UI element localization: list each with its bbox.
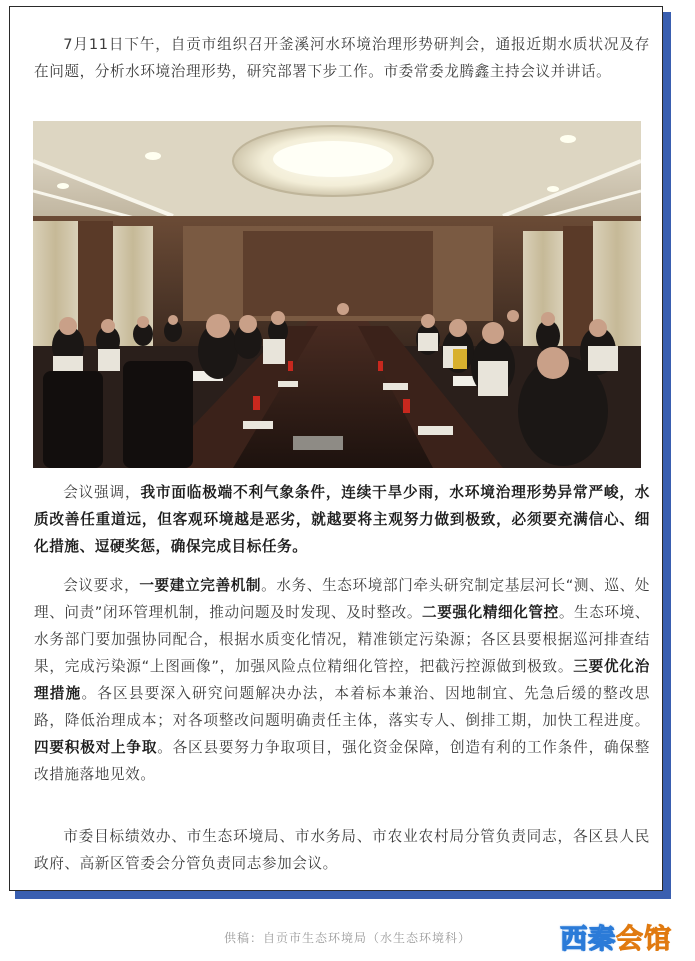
site-logo[interactable] [560, 917, 672, 956]
article-card [9, 6, 663, 891]
paragraph-intro: 7月11日下午，自贡市组织召开釜溪河水环境治理形势研判会，通报近期水质状况及存在问题，分析水环境治理形势，研究部署下步工作。市委常委龙腾鑫主持会议并讲话。 [34, 36, 650, 80]
paragraph-emphasis: 会议强调，我市面临极端不利气象条件，连续干旱少雨，水环境治理形势异常严峻，水质改善任重道远，但客观环境越是恶劣，就越要将主观努力做到极致，必须要充满信心、细化措施、逗硬奖惩，确保完成目标任务。 [34, 484, 650, 555]
logo-text-orange: 会馆 [616, 924, 672, 955]
meeting-photo [33, 121, 641, 468]
paragraph-requirements: 会议要求，一要建立完善机制。水务、生态环境部门牵头研究制定基层河长“测、巡、处理、问责”闭环管理机制，推动问题及时发现、及时整改。二要强化精细化管控。生态环境、水务部门要加强协同配合，根据水质变化情况，精准锁定污染源；各区县要根据巡河排查结果，完成污染源“上图画像”，加强风险点位精细化管控，把截污控源做到极致。三要优化治理措施。各区县要深入研究问题解决办法，本着标本兼治、因地制宜、先急后缓的整改思路，降低治理成本；对各项整改问题明确责任主体，落实专人、倒排工期，加快工程进度。四要积极对上争取。各区县要努力争取项目，强化资金保障，创造有利的工作条件，确保整改措施落地见效。 [34, 577, 650, 783]
logo-text-blue: 西秦 [560, 924, 616, 955]
paragraph-attendees: 市委目标绩效办、市生态环境局、市水务局、市农业农村局分管负责同志，各区县人民政府、高新区管委会分管负责同志参加会议。 [34, 828, 650, 872]
source-credit: 供稿：自贡市生态环境局（水生态环境科） [223, 931, 471, 945]
